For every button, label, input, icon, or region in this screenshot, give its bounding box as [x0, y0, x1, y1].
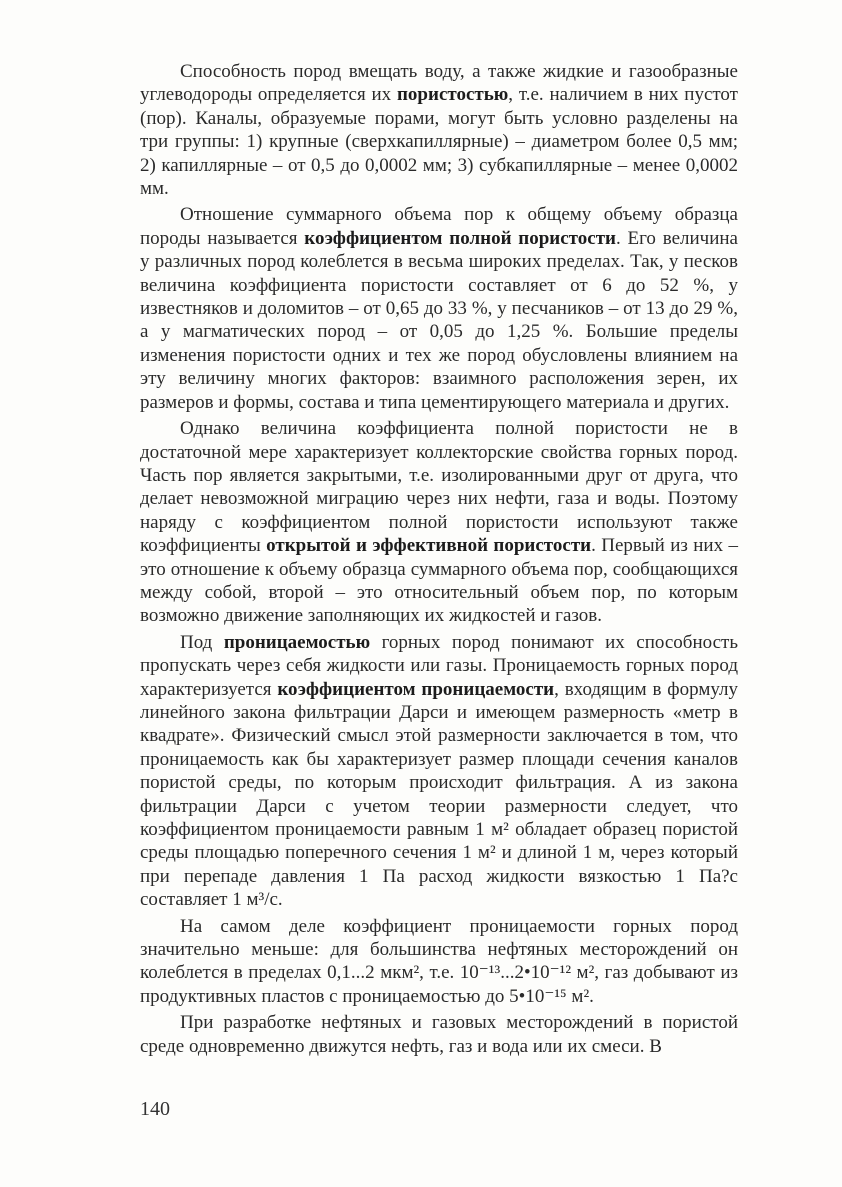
text-segment: При разработке нефтяных и газовых месторождений в пористой среде одновременно движутся нефть, газ и вода или их смеси. В [140, 1012, 738, 1057]
text-segment: , т.е. наличием в них пустот (пор). Каналы, образуемые порами, могут быть условно разделены на три группы: 1) крупные (сверхкапиллярные) – диаметром более 0,5 мм; 2) капиллярные – от 0,5 до 0,0002 мм; 3) субкапиллярные – менее 0,0002 мм. [140, 84, 738, 200]
text-segment: Способность пород вмещать воду, а также жидкие и газообразные углеводороды определяется их [140, 61, 738, 106]
paragraph [140, 631, 738, 912]
paragraph [140, 915, 738, 1009]
bold-term: пористостью [396, 84, 509, 106]
paragraph [140, 417, 738, 628]
paragraph [140, 203, 738, 414]
bold-term: коэффициентом проницаемости [277, 678, 555, 700]
text-segment: На самом деле коэффициент проницаемости горных пород значительно меньше: для большинства нефтяных месторождений он колеблется в пределах 0,1...2 мкм², т.е. 10⁻¹³...2•10⁻¹² м², газ добывают из продуктивных пластов с проницаемостью до 5•10⁻¹⁵ м². [140, 915, 738, 1007]
bold-term: коэффициентом полной пористости [304, 227, 616, 249]
bold-term: проницаемостью [223, 631, 371, 653]
bold-term: открытой и эффективной пористости [266, 535, 592, 557]
paragraph [140, 1011, 738, 1058]
page-number: 140 [140, 1098, 170, 1120]
text-segment: Под [180, 631, 224, 653]
text-segment: . Первый из них – это отношение к объему образца суммарного объема пор, сообщающихся между собой, второй – это относительный объем пор, по которым возможно движение заполняющих их жидкостей и газов. [140, 535, 738, 627]
text-segment: . Его величина у различных пород колеблется в весьма широких пределах. Так, у песков величина коэффициента пористости составляет от 6 до 52 %, у известняков и доломитов – от 0,65 до 33 %, у песчаников – от 13 до 29 %, а у магматических пород – от 0,05 до 1,25 %. Большие пределы изменения пористости одних и тех же пород обусловлены влиянием на эту величину многих факторов: взаимного расположения зерен, их размеров и формы, состава и типа цементирующего материала и других. [140, 227, 738, 413]
text-segment: горных пород понимают их способность пропускать через себя жидкости или газы. Проницаемость горных пород характеризуется [140, 631, 738, 700]
paragraph [140, 60, 738, 200]
body-text [140, 60, 738, 1061]
text-segment: Однако величина коэффициента полной пористости не в достаточной мере характеризует коллекторские свойства горных пород. Часть пор является закрытыми, т.е. изолированными друг от друга, что делает невозможной миграцию через них нефти, газа и воды. Поэтому наряду с коэффициентом полной пористости используют также коэффициенты [140, 418, 738, 557]
text-segment: , входящим в формулу линейного закона фильтрации Дарси и имеющем размерность «метр в квадрате». Физический смысл этой размерности заключается в том, что проницаемость как бы характеризует размер площади сечения каналов пористой среды, по которым происходит фильтрация. А из закона фильтрации Дарси с учетом теории размерности следует, что коэффициентом проницаемости равным 1 м² обладает образец пористой среды площадью поперечного сечения 1 м² и длиной 1 м, через который при перепаде давления 1 Па расход жидкости вязкостью 1 Па?с составляет 1 м³/с. [140, 678, 739, 911]
text-segment: Отношение суммарного объема пор к общему объему образца породы называется [140, 204, 738, 249]
